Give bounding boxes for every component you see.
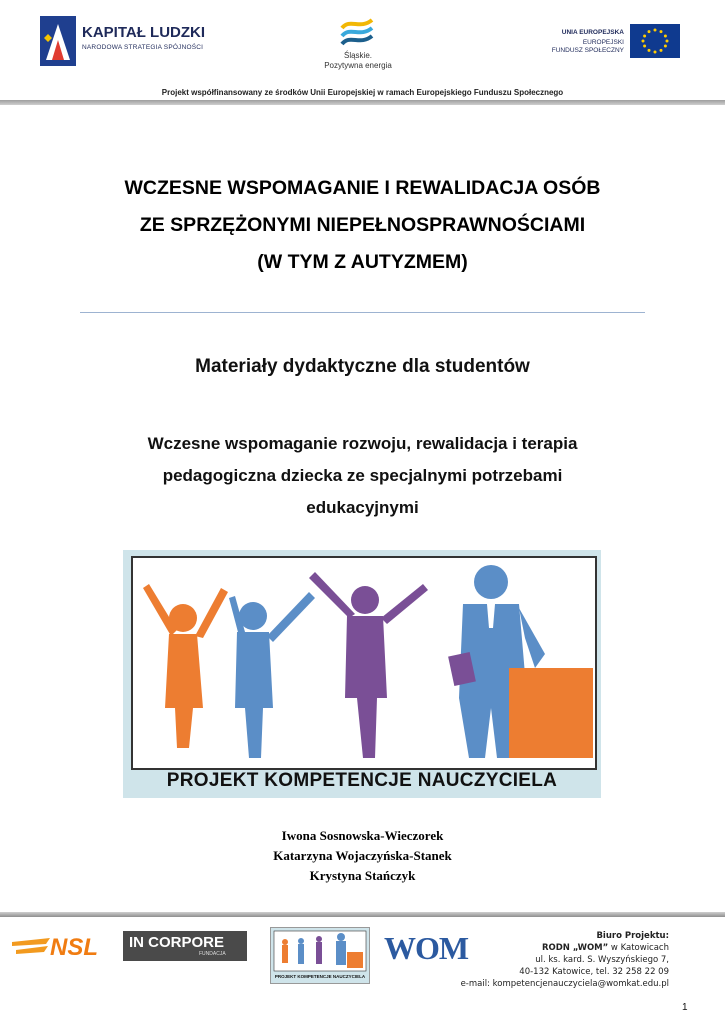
slaskie-tagline: Pozytywna energia	[324, 61, 392, 70]
eu-logo	[540, 24, 680, 62]
office-email[interactable]: e-mail: kompetencjenauczyciela@womkat.edu.pl	[460, 979, 669, 989]
nsl-text: NSL	[50, 934, 98, 961]
kapital-ludzki-subtitle: NARODOWA STRATEGIA SPÓJNOŚCI	[82, 44, 204, 51]
slaskie-waves-icon	[338, 16, 378, 52]
author-name: Iwona Sosnowska-Wieczorek	[281, 828, 444, 843]
description-line-3: edukacyjnymi	[306, 498, 419, 517]
eu-line1: UNIA EUROPEJSKA	[561, 29, 624, 36]
project-logo-small-caption: PROJEKT KOMPETENCJE NAUCZYCIELA	[274, 974, 366, 979]
banner-caption: PROJEKT KOMPETENCJE NAUCZYCIELA	[166, 770, 558, 791]
children-teacher-illustration	[133, 558, 595, 768]
document-description	[100, 428, 625, 524]
wom-text: WOM	[384, 930, 469, 966]
title-line-1: WCZESNE WSPOMAGANIE I REWALIDACJA OSÓB	[124, 177, 601, 199]
kapital-ludzki-mark-icon	[40, 16, 76, 66]
footer-divider	[0, 912, 725, 917]
title-line-2: ZE SPRZĘŻONYMI NIEPEŁNOSPRAWNOŚCIAMI	[139, 214, 586, 236]
project-logo-small	[270, 927, 370, 984]
cofinance-note: Projekt współfinansowany ze środków Unii Europejskiej w ramach Europejskiego Funduszu Społecznego	[161, 88, 564, 97]
header-divider	[0, 100, 725, 105]
document-subtitle: Materiały dydaktyczne dla studentów	[195, 356, 530, 377]
slaskie-name: Śląskie.	[343, 51, 372, 60]
title-line-3: (W TYM Z AUTYZMEM)	[257, 251, 468, 273]
kapital-ludzki-title: KAPITAŁ LUDZKI	[82, 24, 206, 41]
title-divider	[80, 312, 645, 313]
banner-illustration-frame	[131, 556, 597, 770]
in-corpore-logo	[123, 931, 247, 961]
page-number: 1	[682, 1002, 688, 1013]
kapital-ludzki-logo	[40, 16, 210, 68]
office-heading: Biuro Projektu:	[596, 931, 669, 941]
in-corpore-text: IN CORPORE	[129, 934, 225, 951]
description-line-2: pedagogiczna dziecka ze specjalnymi potrzebami	[162, 466, 563, 485]
nsl-logo-icon	[10, 928, 116, 964]
purple-child-silhouette	[309, 572, 428, 758]
project-office-contact	[461, 930, 669, 990]
office-org	[461, 942, 669, 954]
description-line-1: Wczesne wspomaganie rozwoju, rewalidacja i terapia	[147, 434, 578, 453]
office-street: ul. ks. kard. S. Wyszyńskiego 7,	[535, 955, 669, 965]
eu-line3: FUNDUSZ SPOŁECZNY	[551, 47, 624, 54]
orange-child-silhouette	[143, 584, 228, 748]
fundacja-text: FUNDACJA	[199, 951, 226, 957]
teacher-silhouette	[448, 565, 593, 758]
document-title	[60, 170, 665, 281]
office-city-phone: 40-132 Katowice, tel. 32 258 22 09	[519, 967, 669, 977]
authors-list	[160, 826, 565, 886]
eu-line2: EUROPEJSKI	[582, 39, 624, 46]
office-org-location: w Katowicach	[608, 943, 669, 953]
office-org-name: RODN „WOM”	[541, 943, 609, 953]
author-name: Katarzyna Wojaczyńska-Stanek	[273, 848, 452, 863]
project-banner	[123, 550, 601, 798]
project-logo-small-icon	[271, 928, 369, 972]
author-name: Krystyna Stańczyk	[309, 868, 416, 883]
teacher-desk	[509, 668, 593, 758]
blue-child-silhouette	[229, 592, 315, 758]
wom-logo	[384, 928, 469, 972]
eu-flag-icon	[630, 24, 680, 58]
slaskie-logo	[318, 16, 398, 74]
